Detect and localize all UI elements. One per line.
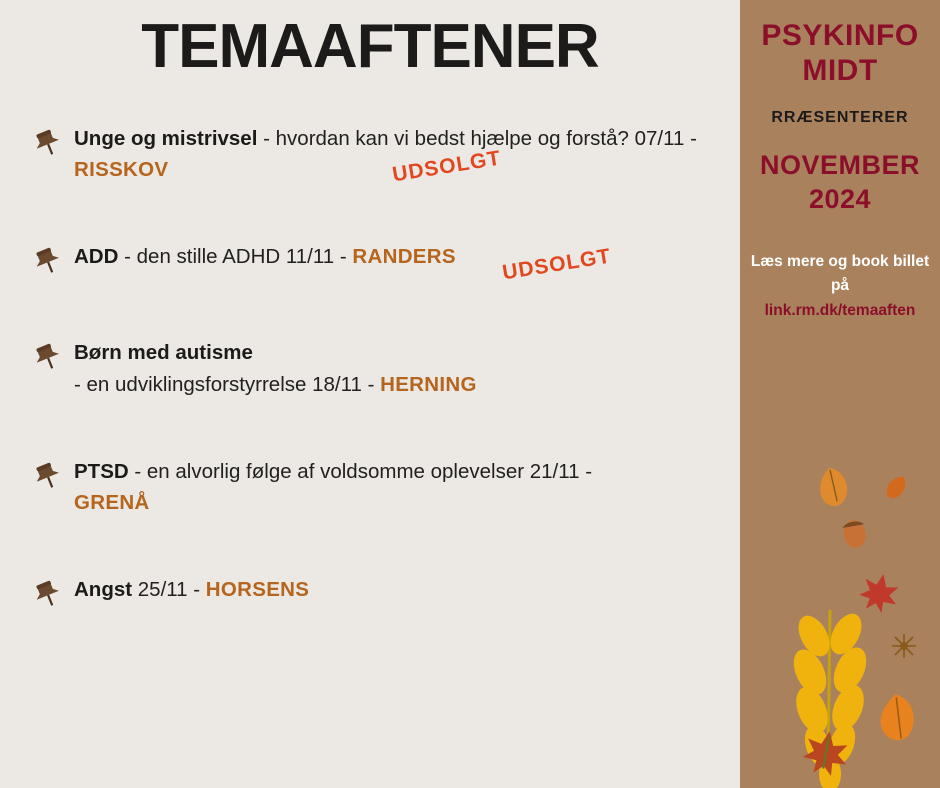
- event-text: [74, 241, 613, 285]
- brand-line-2: MIDT: [802, 54, 878, 88]
- event-description: - den stille ADHD 11/11 -: [118, 245, 353, 269]
- pushpin-icon: [28, 243, 68, 277]
- event-city: RISSKOV: [74, 158, 169, 182]
- pushpin-icon: [28, 125, 68, 159]
- event-description: - en udviklingsforstyrrelse 18/11 -: [74, 372, 381, 396]
- event-description: - en alvorlig følge af voldsomme oplevelser 21/11 -: [128, 459, 593, 483]
- list-item[interactable]: [28, 456, 720, 518]
- status-badge: UDSOLGT: [390, 146, 503, 187]
- event-text: [74, 456, 592, 518]
- presents-label: RRÆSENTERER: [771, 108, 909, 126]
- event-description: - hvordan kan vi bedst hjælpe og forstå? 07/11 -: [257, 127, 697, 151]
- event-city: GRENÅ: [74, 490, 150, 514]
- booking-link[interactable]: link.rm.dk/temaaften: [764, 301, 916, 319]
- event-list: [0, 123, 740, 614]
- status-badge: UDSOLGT: [500, 244, 613, 285]
- month-label: NOVEMBER: [759, 149, 920, 180]
- pushpin-icon: [28, 458, 68, 492]
- event-title: Unge og mistrivsel: [74, 127, 258, 151]
- brand-title: [740, 0, 940, 89]
- pushpin-icon: [28, 576, 68, 610]
- booking-info: [740, 250, 940, 322]
- event-title: ADD: [74, 245, 119, 269]
- list-item[interactable]: [28, 241, 720, 285]
- event-title: Angst: [74, 578, 133, 602]
- brand-line-1: PSYKINFO: [761, 19, 919, 52]
- autumn-leaves-decoration: [740, 460, 940, 788]
- event-text: [74, 337, 477, 399]
- pushpin-icon: [28, 339, 68, 373]
- list-item[interactable]: [28, 123, 720, 185]
- page-title: TEMAAFTENER: [141, 12, 599, 81]
- event-text: [74, 574, 309, 605]
- event-city: HERNING: [380, 372, 477, 396]
- event-description: 25/11 -: [132, 578, 206, 602]
- month-year: [740, 149, 940, 217]
- year-label: 2024: [808, 183, 872, 214]
- list-item[interactable]: [28, 574, 720, 614]
- event-city: RANDERS: [352, 245, 456, 269]
- event-text: [74, 123, 720, 185]
- sidebar: [740, 0, 940, 788]
- list-item[interactable]: [28, 337, 720, 399]
- booking-text: Læs mere og book billet på: [750, 253, 930, 294]
- event-title: PTSD: [74, 459, 129, 483]
- event-title: Børn med autisme: [74, 341, 253, 365]
- event-city: HORSENS: [205, 578, 310, 602]
